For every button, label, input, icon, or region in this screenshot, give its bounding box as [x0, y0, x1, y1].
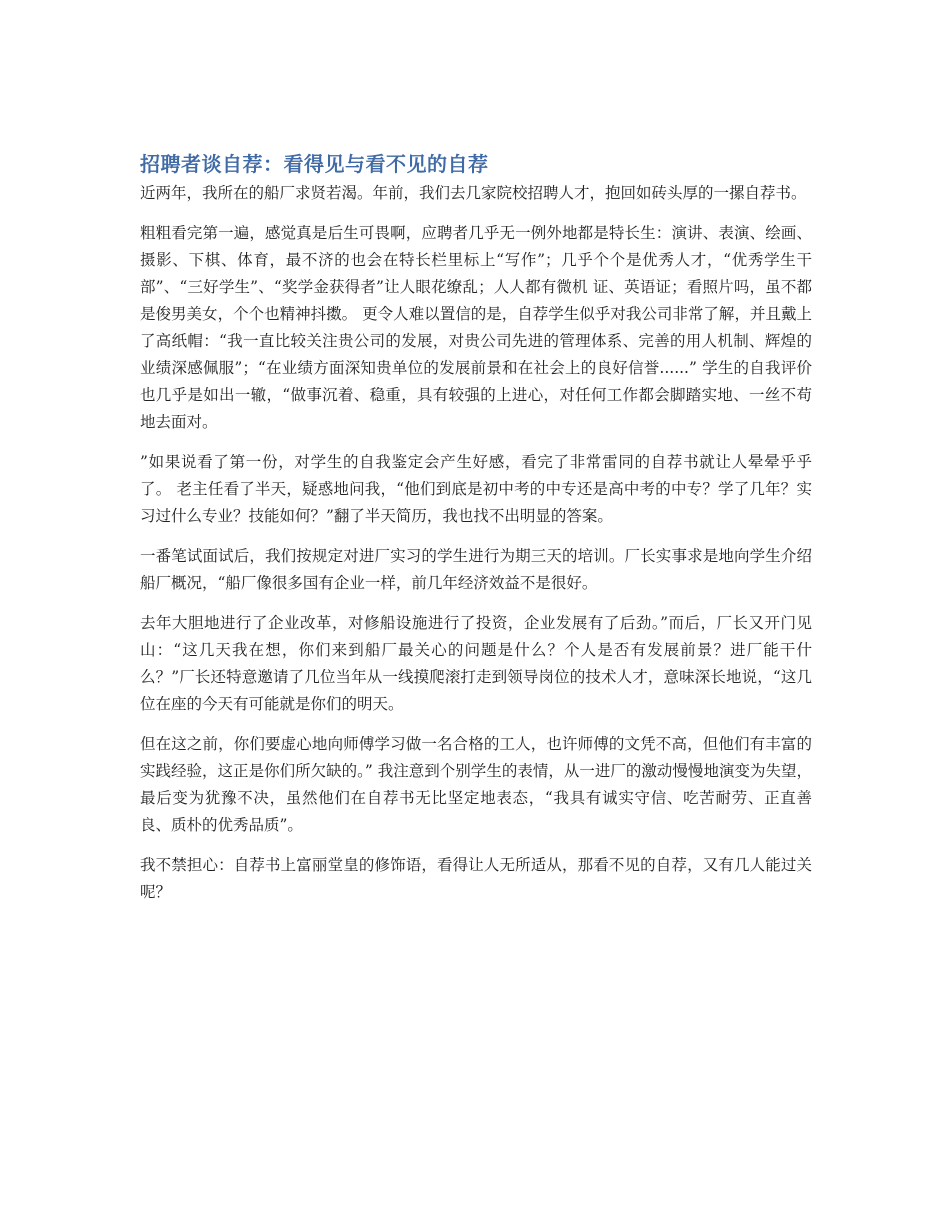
paragraph-6: 但在这之前，你们要虚心地向师傅学习做一名合格的工人，也许师傅的文凭不高，但他们有丰富的实践经验，这正是你们所欠缺的。” 我注意到个别学生的表情，从一进厂的激动慢慢地演变为失望，最后变为犹豫不决，虽然他们在自荐书无比坚定地表态，“我具有诚实守信、吃苦耐劳、正直善良、质朴的优秀品质”。	[140, 735, 812, 834]
document-title: 招聘者谈自荐：看得见与看不见的自荐	[140, 152, 489, 176]
paragraph-1: 近两年，我所在的船厂求贤若渴。年前，我们去几家院校招聘人才，抱回如砖头厚的一摞自荐书。	[140, 184, 807, 202]
paragraph-2: 粗粗看完第一遍，感觉真是后生可畏啊，应聘者几乎无一例外地都是特长生：演讲、表演、绘画、摄影、下棋、体育，最不济的也会在特长栏里标上“写作”；几乎个个是优秀人才，“优秀学生干部”、“三好学生”、“奖学金获得者”让人眼花缭乱；人人都有微机 证、英语证；看照片吗，虽不都是俊男美女，个个也精神抖擞。 更令人难以置信的是，自荐学生似乎对我公司非常了解，并且戴上了高纸帽：“我一直比较关注贵公司的发展，对贵公司先进的管理体系、完善的用人机制、辉煌的业绩深感佩服”；“在业绩方面深知贵单位的发展前景和在社会上的良好信誉......” 学生的自我评价也几乎是如出一辙，“做事沉着、稳重，具有较强的上进心，对任何工作都会脚踏实地、一丝不苟地去面对。	[140, 224, 812, 431]
paragraph-4: 一番笔试面试后，我们按规定对进厂实习的学生进行为期三天的培训。厂长实事求是地向学生介绍船厂概况，“船厂像很多国有企业一样，前几年经济效益不是很好。	[140, 547, 812, 592]
paragraph-7: 我不禁担心：自荐书上富丽堂皇的修饰语，看得让人无所适从，那看不见的自荐，又有几人能过关呢？	[140, 856, 812, 901]
paragraph-5: 去年大胆地进行了企业改革，对修船设施进行了投资，企业发展有了后劲。”而后，厂长又开门见山：“这几天我在想，你们来到船厂最关心的问题是什么？个人是否有发展前景？进厂能干什么？”厂长还特意邀请了几位当年从一线摸爬滚打走到领导岗位的技术人才，意味深长地说，“这几位在座的今天有可能就是你们的明天。	[140, 614, 812, 713]
document-page	[140, 148, 812, 919]
paragraph-3: ”如果说看了第一份，对学生的自我鉴定会产生好感，看完了非常雷同的自荐书就让人晕晕乎乎了。 老主任看了半天，疑惑地问我，“他们到底是初中考的中专还是高中考的中专？学了几年？实习过什么专业？技能如何？”翻了半天简历，我也找不出明显的答案。	[140, 453, 812, 525]
